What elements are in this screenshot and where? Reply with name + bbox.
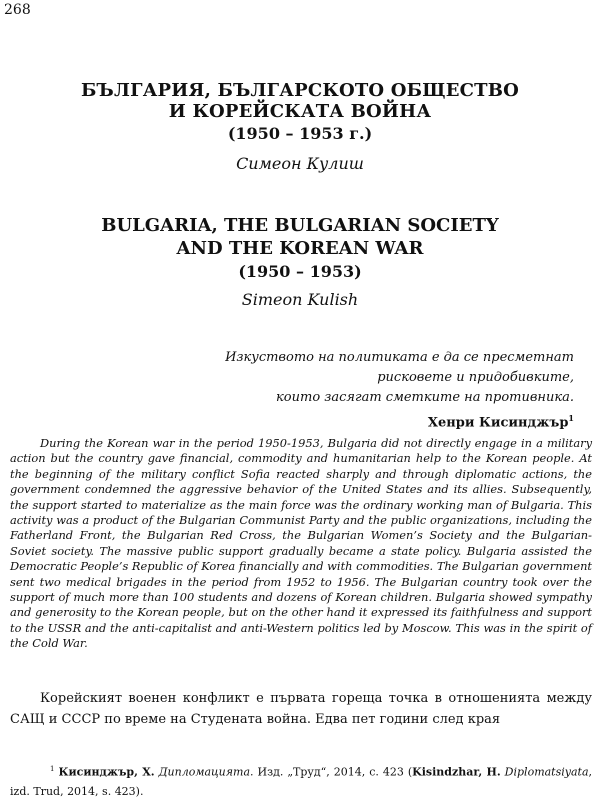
abstract: During the Korean war in the period 1950-1953, Bulgaria did not directly engage in a military action but the country gave financial, commodity and humanitarian help to the Korean people. At the beginning of the military conflict Sofia reacted sharply and through diplomatic actions, the government condemned the aggressive behavior of the United States and its allies. Subsequently, the support started to materialize as the main force was the ordinary working man of Bulgaria. This activity was a product of the Bulgarian Communist Party and the public organizations, including the Fatherland Front, the Bulgarian Red Cross, the Bulgarian Women’s Society and the Bulgarian-Soviet society. The massive public support gradually became a state policy. Bulgaria assisted the Democratic People’s Republic of Korea financially and with commodities. The Bulgarian government sent two medical brigades in the period from 1952 to 1956. The Bulgarian country took over the support of much more than 100 students and dozens of Korean children. Bulgaria showed sympathy and generosity to the Korean people, but on the other hand it expressed its faithfulness and support to the USSR and the anti-capitalist and anti-Western politics led by Moscow. This was in the spirit of the Cold War. bbox=[10, 436, 592, 651]
epigraph-line-2: рисковете и придобивките, bbox=[377, 370, 574, 385]
bulgarian-title bbox=[40, 80, 560, 122]
footnote bbox=[10, 760, 592, 801]
footnote-translit-details: , izd. Trud, 2014, s. 423). bbox=[10, 765, 593, 798]
footnote-translit-author: Kisindzhar, H. bbox=[412, 765, 501, 779]
english-author: Simeon Kulish bbox=[241, 290, 359, 309]
english-title bbox=[40, 214, 560, 260]
epigraph bbox=[154, 348, 574, 433]
page-number: 268 bbox=[4, 2, 31, 18]
body-paragraph: Корейският военен конфликт е първата гореща точка в отношенията между САЩ и СССР по време на Студената война. Едва пет години след края bbox=[10, 691, 592, 727]
epigraph-line-1: Изкуството на политиката е да се пресметнат bbox=[225, 350, 574, 365]
english-dates: (1950 – 1953) bbox=[238, 262, 362, 281]
footnote-translit-title: Diplomatsiyata bbox=[504, 765, 589, 779]
bulgarian-title-line-2: И КОРЕЙСКАТА ВОЙНА bbox=[168, 101, 432, 122]
footnote-author: Кисинджър, Х. bbox=[58, 765, 155, 779]
english-title-line-1: BULGARIA, THE BULGARIAN SOCIETY bbox=[101, 215, 499, 236]
footnote-reference[interactable]: 1 bbox=[568, 413, 574, 423]
footnote-details: . Изд. „Труд“, 2014, с. 423 ( bbox=[250, 765, 413, 779]
bulgarian-dates: (1950 – 1953 г.) bbox=[227, 124, 373, 143]
epigraph-line-3: които засягат сметките на противника. bbox=[276, 390, 574, 405]
english-title-line-2: AND THE KOREAN WAR bbox=[176, 238, 424, 259]
epigraph-author: Хенри Кисинджър bbox=[427, 415, 569, 431]
bulgarian-title-line-1: БЪЛГАРИЯ, БЪЛГАРСКОТО ОБЩЕСТВО bbox=[80, 80, 520, 101]
epigraph-attribution bbox=[154, 408, 574, 433]
footnote-mark: 1 bbox=[50, 765, 55, 773]
bulgarian-author: Симеон Кулиш bbox=[236, 154, 364, 173]
footnote-title: Дипломацията bbox=[158, 765, 251, 779]
